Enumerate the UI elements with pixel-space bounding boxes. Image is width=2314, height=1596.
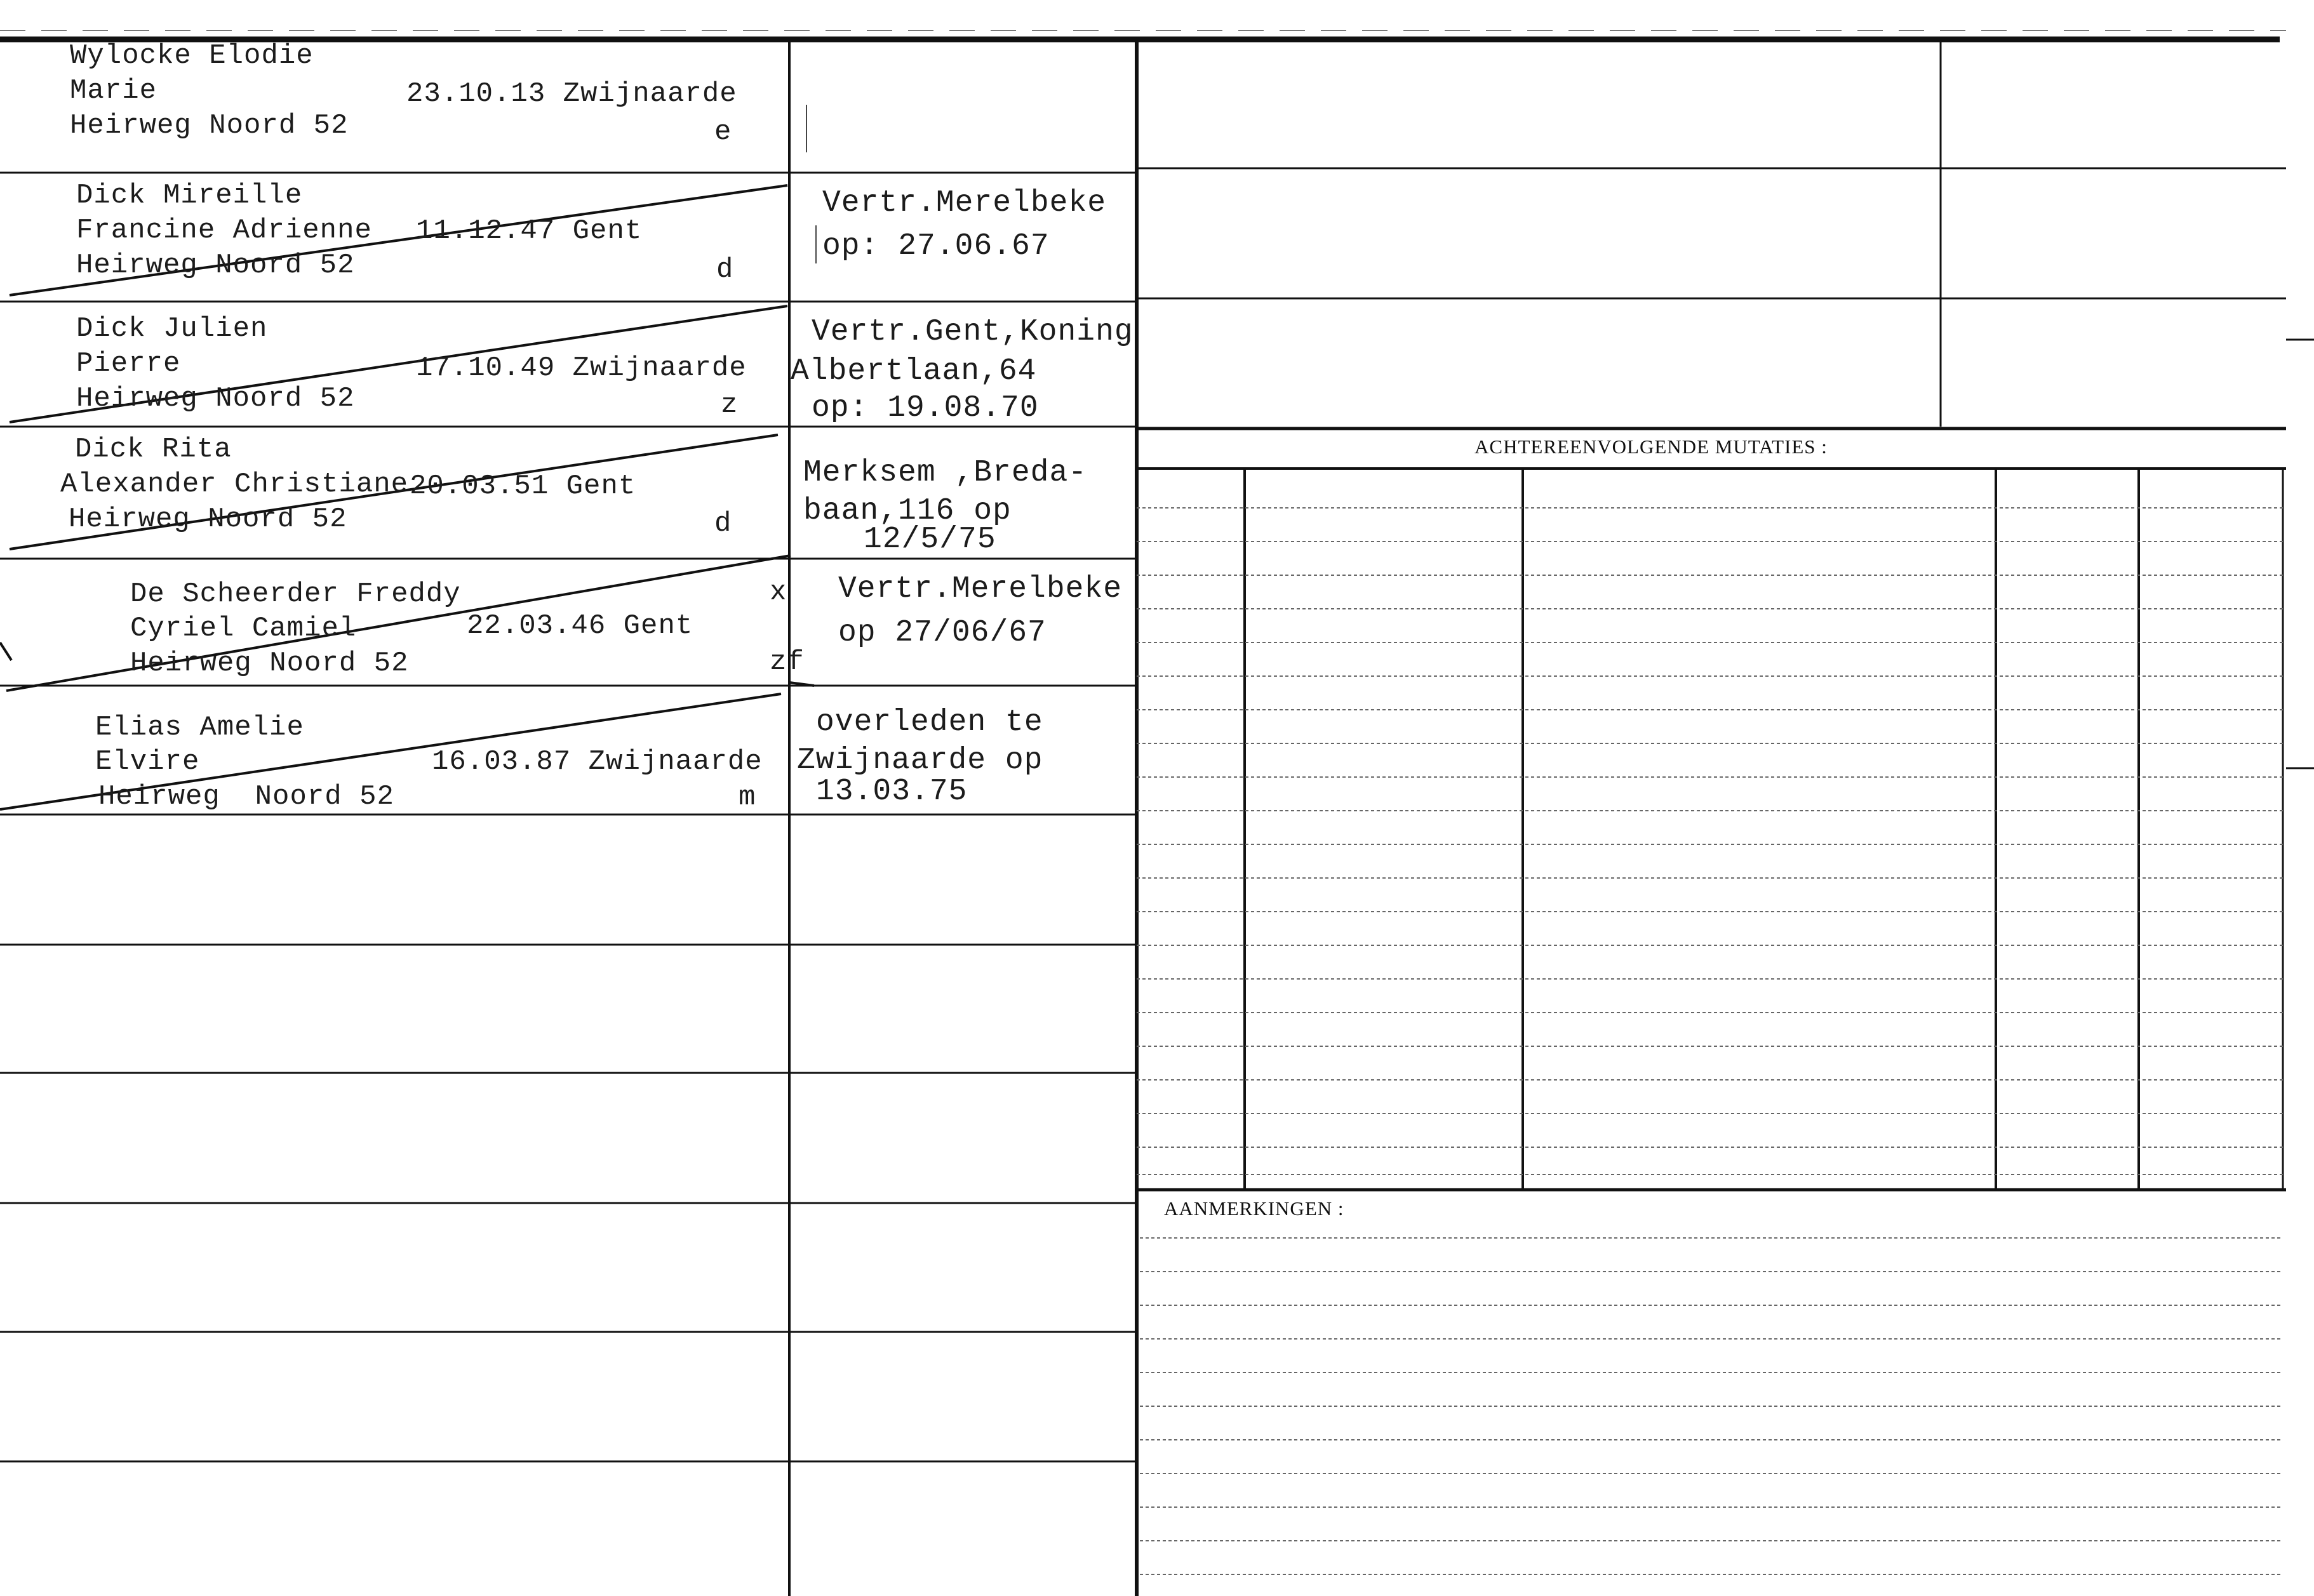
register-first-names: Marie (70, 75, 157, 107)
register-birth: 22.03.46 Gent (467, 610, 693, 642)
register-address: Heirweg Noord 52 (98, 781, 394, 813)
register-birth: 20.03.51 Gent (410, 470, 636, 502)
register-birth: 11.12.47 Gent (416, 215, 643, 247)
register-code: m (739, 781, 756, 813)
register-code: z (721, 389, 739, 421)
register-name: Wylocke Elodie (70, 40, 314, 72)
register-note-line: Merksem ,Breda- (803, 456, 1088, 490)
register-name: De Scheerder Freddy (130, 578, 461, 610)
register-birth: 17.10.49 Zwijnaarde (416, 352, 747, 384)
register-code: x (770, 576, 787, 608)
remarks-lines (1140, 1238, 2283, 1574)
register-birth: 16.03.87 Zwijnaarde (432, 746, 763, 778)
register-address: Heirweg Noord 52 (70, 110, 349, 142)
register-first-names: Alexander Christiane (60, 469, 409, 500)
register-code: d (714, 508, 732, 540)
register-address: Heirweg Noord 52 (76, 249, 355, 281)
register-code: zf (770, 646, 805, 678)
register-code: e (714, 116, 732, 148)
register-name: Dick Rita (75, 434, 232, 465)
register-note-line: baan,116 op (803, 494, 1012, 528)
register-note-line: Vertr.Gent,Koning (812, 315, 1134, 349)
register-note-line: Zwijnaarde op (797, 743, 1043, 778)
register-address: Heirweg Noord 52 (76, 383, 355, 415)
register-note-line: overleden te (816, 705, 1043, 740)
register-note-line: Albertlaan,64 (791, 354, 1037, 389)
register-note-line: Vertr.Merelbeke (822, 186, 1107, 220)
register-code: d (716, 254, 734, 286)
register-name: Elias Amelie (95, 712, 304, 743)
register-first-names: Pierre (76, 348, 181, 380)
register-note-line: op 27/06/67 (838, 616, 1047, 650)
register-address: Heirweg Noord 52 (130, 648, 409, 679)
register-birth: 23.10.13 Zwijnaarde (406, 78, 737, 110)
register-note-line: Vertr.Merelbeke (838, 572, 1123, 606)
mutations-table-grid (1137, 469, 2286, 1190)
register-address: Heirweg Noord 52 (69, 503, 347, 535)
register-note-line: op: 27.06.67 (822, 229, 1050, 263)
register-note-line: 12/5/75 (864, 522, 996, 557)
register-note-line: op: 19.08.70 (812, 391, 1039, 425)
register-first-names: Elvire (95, 746, 200, 778)
remarks-heading: AANMERKINGEN : (1164, 1197, 1344, 1220)
register-note-line: 13.03.75 (816, 775, 968, 809)
register-name: Dick Mireille (76, 180, 303, 211)
register-first-names: Francine Adrienne (76, 215, 372, 246)
mutations-heading: ACHTEREENVOLGENDE MUTATIES : (1475, 436, 1828, 458)
register-first-names: Cyriel Camiel (130, 613, 357, 644)
register-name: Dick Julien (76, 313, 268, 345)
